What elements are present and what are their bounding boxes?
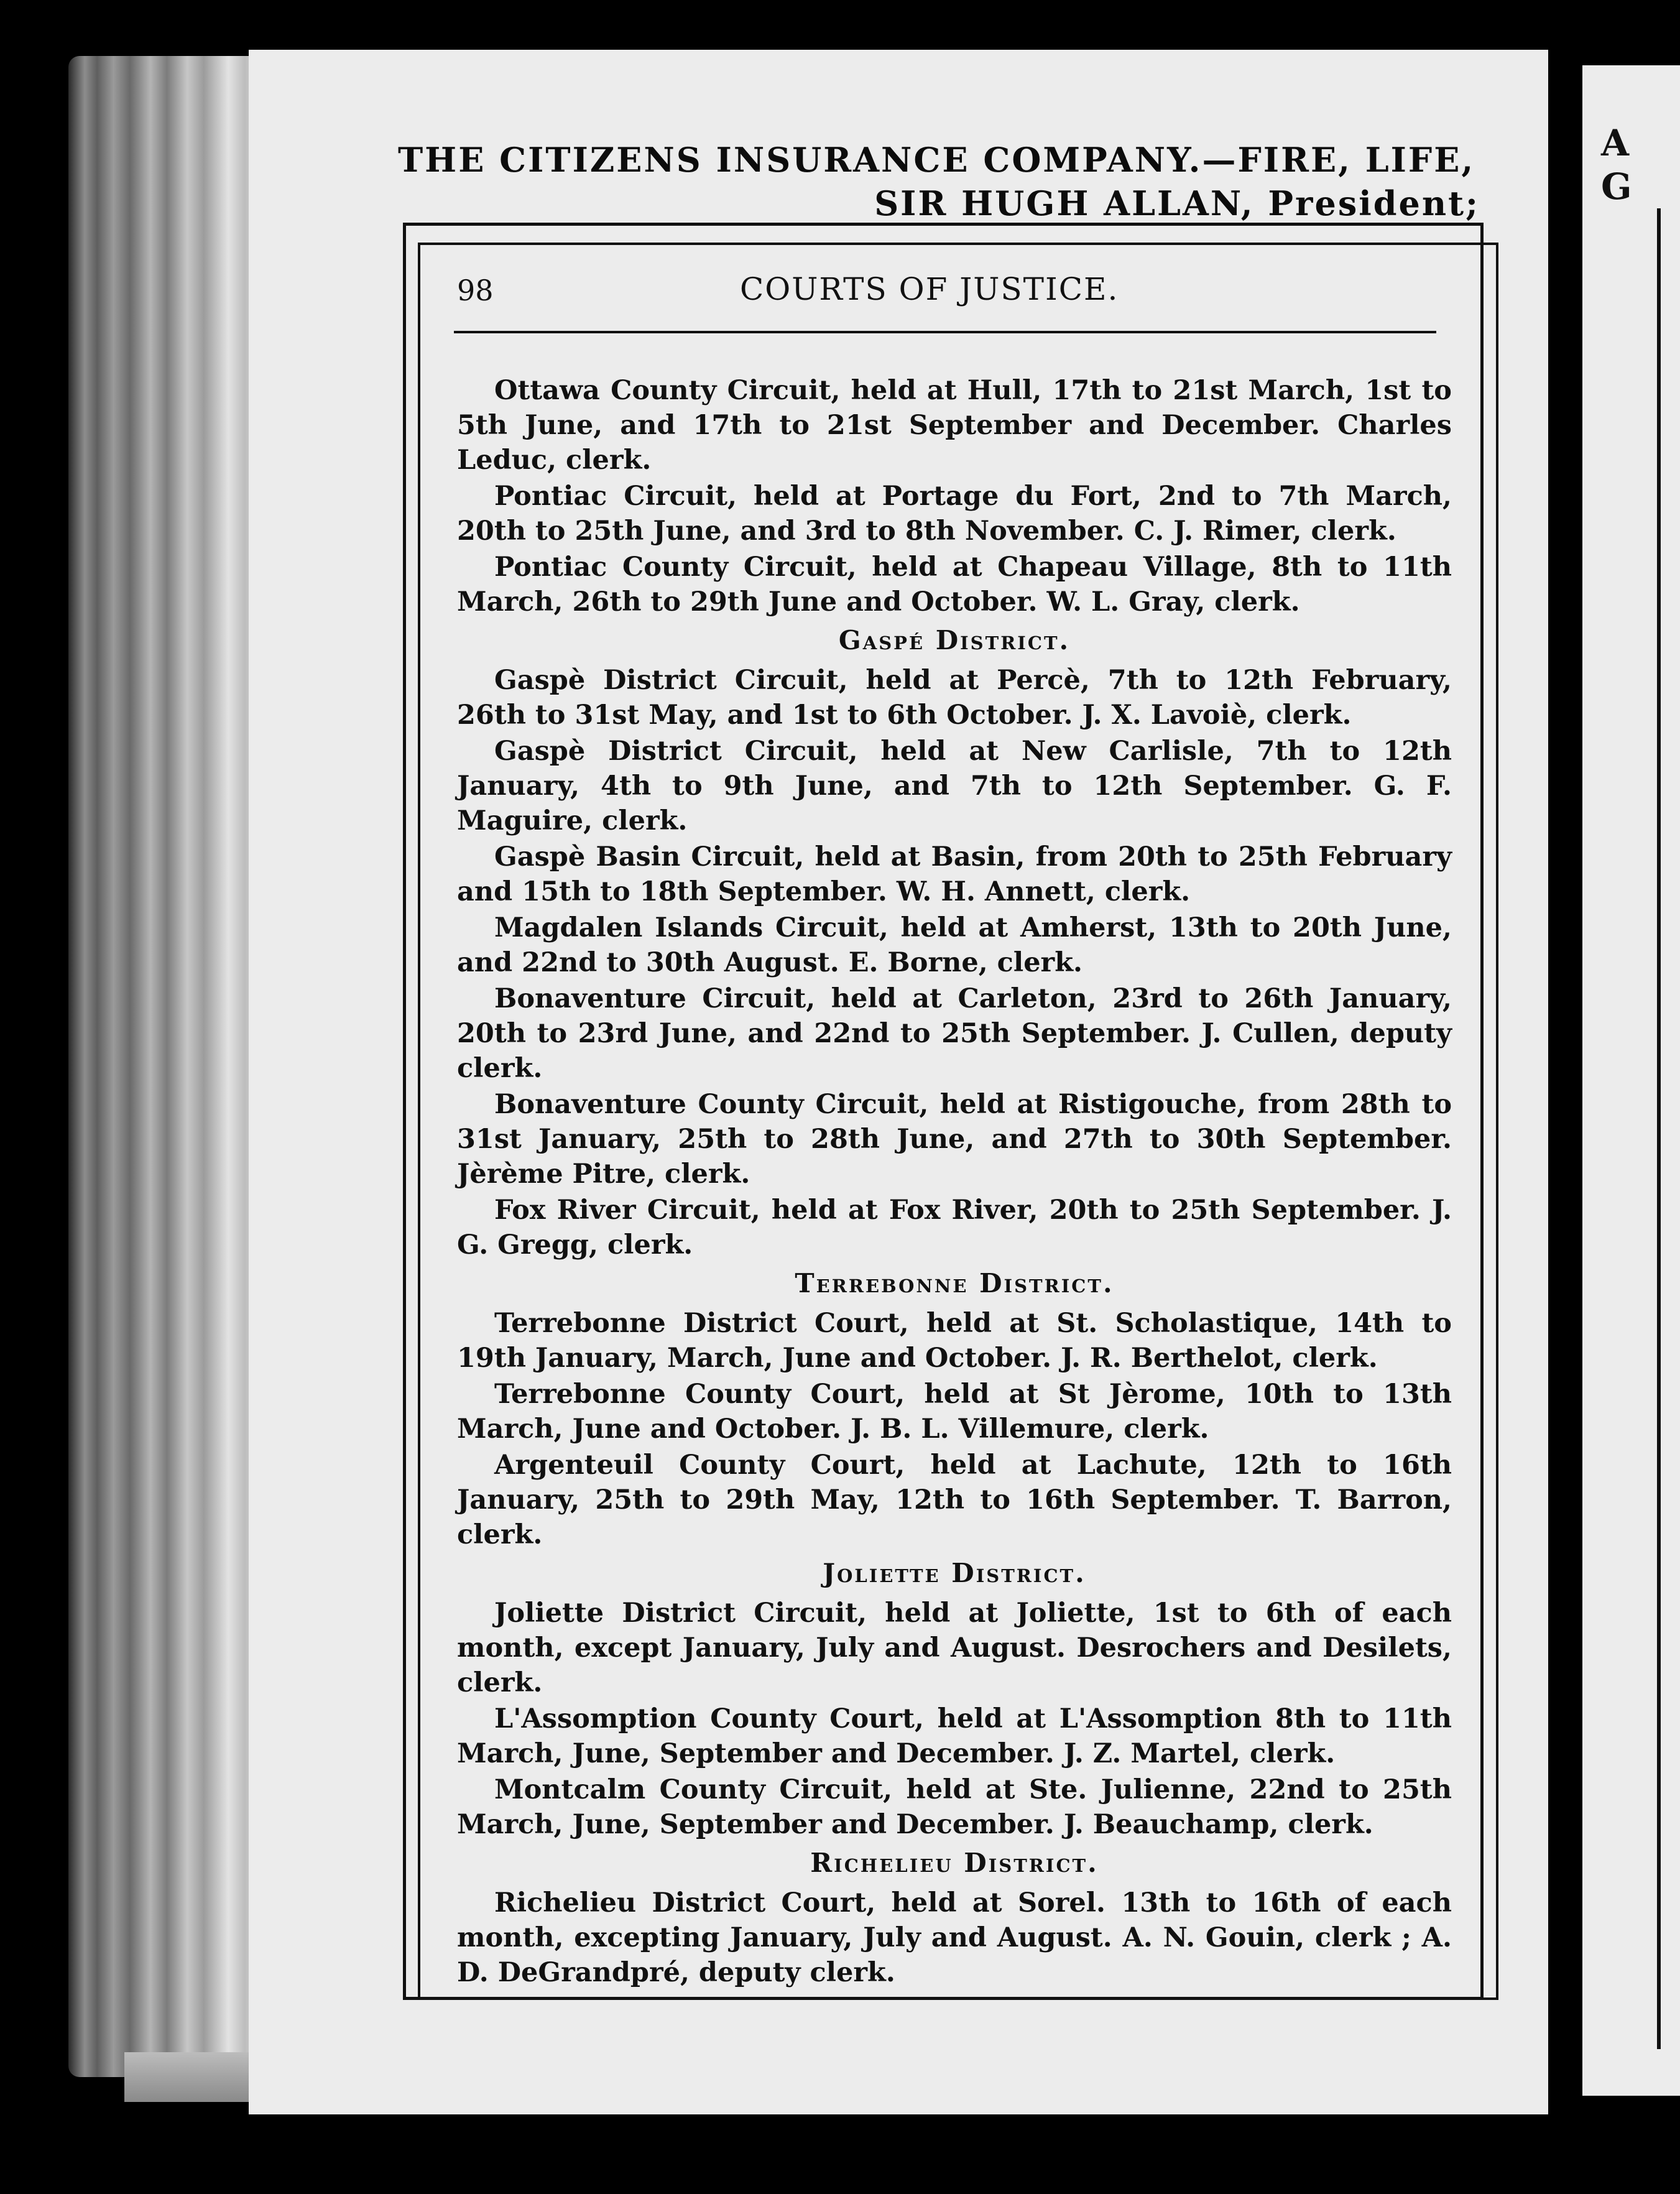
facing-page-fragment [1601,121,1632,208]
court-entry: Pontiac Circuit, held at Portage du Fort, 2nd to 7th March, 20th to 25th June, and 3rd to 8th November. C. J. Rimer, clerk. [457,481,1452,547]
court-entry: Richelieu District Court, held at Sorel. 13th to 16th of each month, excepting January, July and August. A. N. Gouin, clerk ; A. D. DeGrandpré, deputy clerk. [457,1887,1452,1988]
court-entry: L'Assomption County Court, held at L'Assomption 8th to 11th March, June, September and December. J. Z. Martel, clerk. [457,1703,1452,1769]
court-entry: Gaspè Basin Circuit, held at Basin, from 20th to 25th February and 15th to 18th September. W. H. Annett, clerk. [457,841,1452,907]
district-heading: Joliette District. [823,1558,1086,1588]
court-entry: Gaspè District Circuit, held at New Carlisle, 7th to 12th January, 4th to 9th June, and 7th to 12th September. G. F. Maguire, clerk. [457,736,1452,836]
page-stack-edge [68,56,274,2077]
court-entry: Bonaventure Circuit, held at Carleton, 23rd to 26th January, 20th to 23rd June, and 22nd to 25th September. J. Cullen, deputy clerk. [457,983,1452,1084]
court-entry: Gaspè District Circuit, held at Percè, 7th to 12th February, 26th to 31st May, and 1st to 6th October. J. X. Lavoiè, clerk. [457,665,1452,731]
court-entry: Montcalm County Circuit, held at Ste. Julienne, 22nd to 25th March, June, September and December. J. Beauchamp, clerk. [457,1774,1452,1840]
court-entry: Joliette District Circuit, held at Joliette, 1st to 6th of each month, except January, July and August. Desrochers and Desilets, clerk. [457,1598,1452,1698]
title-rule [454,331,1436,333]
court-entry: Magdalen Islands Circuit, held at Amherst, 13th to 20th June, and 22nd to 30th August. E. Borne, clerk. [457,912,1452,978]
facing-fragment-line1: A [1601,122,1630,164]
court-entry: Pontiac County Circuit, held at Chapeau Village, 8th to 11th March, 26th to 29th June and October. W. L. Gray, clerk. [457,552,1452,618]
court-entry: Terrebonne County Court, held at St Jèrome, 10th to 13th March, June and October. J. B. L. Villemure, clerk. [457,1379,1452,1445]
court-entry: Ottawa County Circuit, held at Hull, 17th to 21st March, 1st to 5th June, and 17th to 21st September and December. Charles Leduc, clerk. [457,375,1452,476]
page-title: COURTS OF JUSTICE. [740,271,1119,307]
court-entry: Fox River Circuit, held at Fox River, 20th to 25th September. J. G. Gregg, clerk. [457,1195,1452,1261]
page-body [457,373,1452,1991]
court-entry: Terrebonne District Court, held at St. Scholastique, 14th to 19th January, March, June and October. J. R. Berthelot, clerk. [457,1308,1452,1374]
page-number: 98 [457,274,494,307]
running-head [398,138,1480,225]
district-heading: Terrebonne District. [795,1268,1114,1298]
court-entry: Argenteuil County Court, held at Lachute, 12th to 16th January, 25th to 29th May, 12th to 16th September. T. Barron, clerk. [457,1450,1452,1550]
facing-page-rule [1657,208,1661,2049]
court-entry: Bonaventure County Circuit, held at Ristigouche, from 28th to 31st January, 25th to 28th June, and 27th to 30th September. Jèrème Pitre, clerk. [457,1089,1452,1190]
facing-fragment-line2: G [1601,165,1632,208]
district-heading: Gaspé District. [838,625,1071,655]
running-head-line1: THE CITIZENS INSURANCE COMPANY.—FIRE, LIFE, [398,140,1475,180]
facing-page [1582,65,1680,2096]
running-head-line2: SIR HUGH ALLAN, President; [874,183,1480,223]
district-heading: Richelieu District. [810,1848,1099,1878]
